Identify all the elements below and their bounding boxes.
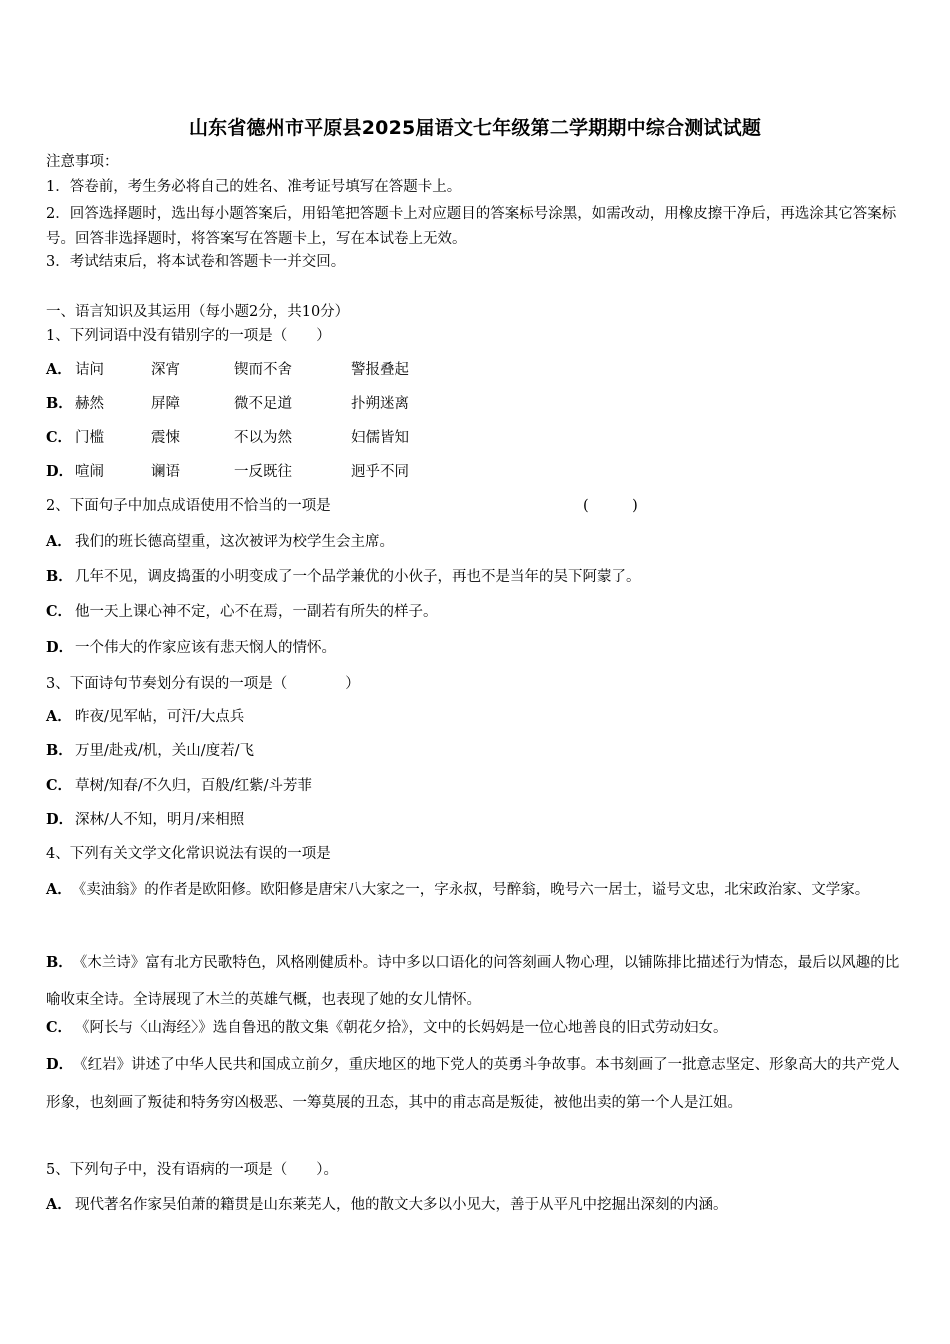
notice-item-1: 1．答卷前，考生务必将自己的姓名、准考证号填写在答题卡上。: [46, 179, 462, 195]
answer-paren: ( ): [583, 498, 638, 514]
option-letter: B．: [46, 568, 73, 585]
option-word: 深宵: [151, 362, 180, 378]
option-text: 一个伟大的作家应该有悲天悯人的情怀。: [75, 640, 336, 656]
question-3-option-d: [46, 810, 244, 830]
option-letter: C．: [46, 603, 73, 620]
question-4-option-d: [46, 1046, 908, 1122]
option-letter: B．: [46, 395, 73, 412]
option-word: 赫然: [75, 396, 104, 412]
question-2-option-a: [46, 532, 394, 552]
option-letter: A．: [46, 1196, 72, 1213]
option-word: 微不足道: [234, 396, 292, 412]
option-word: 诘问: [75, 362, 104, 378]
option-letter: C．: [46, 1019, 73, 1036]
option-text: 深林/人不知，明月/来相照: [75, 812, 245, 828]
question-4-option-a: [46, 872, 908, 908]
notice-item-2: 2．回答选择题时，选出每小题答案后，用铅笔把答题卡上对应题目的答案标号涂黑，如需改动，用橡皮擦干净后，再选涂其它答案标号。回答非选择题时，将答案写在答题卡上，写在本试卷上无效。: [46, 206, 897, 247]
option-word: 扑朔迷离: [351, 396, 409, 412]
option-letter: C．: [46, 429, 73, 446]
option-text: 《卖油翁》的作者是欧阳修。欧阳修是唐宋八大家之一，字永叔，号醉翁，晚号六一居士，谥号文忠，北宋政治家、文学家。: [71, 882, 870, 898]
option-word: 谰语: [151, 464, 180, 480]
option-letter: D．: [46, 1056, 74, 1073]
question-2-stem: 2、下面句子中加点成语使用不恰当的一项是: [46, 498, 331, 514]
question-2-option-c: [46, 602, 438, 622]
option-text: 《木兰诗》富有北方民歌特色，风格刚健质朴。诗中多以口语化的问答刻画人物心理，以铺陈排比描述行为情态，最后以风趣的比喻收束全诗。全诗展现了木兰的英雄气概，也表现了她的女儿情怀。: [46, 955, 900, 1008]
option-word: 震悚: [151, 430, 180, 446]
option-text: 万里/赴戎/机，关山/度若/飞: [75, 743, 255, 759]
question-5-option-a: [46, 1195, 728, 1215]
option-word: 喧闹: [75, 464, 104, 480]
option-letter: B．: [46, 954, 73, 971]
question-3-stem: 3、下面诗句节奏划分有误的一项是（ ）: [46, 676, 360, 692]
option-word: 锲而不舍: [234, 362, 292, 378]
option-letter: D．: [46, 639, 74, 656]
option-text: 几年不见，调皮捣蛋的小明变成了一个品学兼优的小伙子，再也不是当年的吴下阿蒙了。: [75, 569, 641, 585]
question-2-option-d: [46, 638, 336, 658]
option-word: 警报叠起: [351, 362, 409, 378]
notice-item-3: 3．考试结束后，将本试卷和答题卡一并交回。: [46, 254, 346, 270]
option-letter: C．: [46, 777, 73, 794]
section-heading: 一、语言知识及其运用（每小题2分，共10分）: [46, 304, 350, 320]
question-4-option-c: [46, 1018, 728, 1038]
question-3-option-c: [46, 776, 312, 796]
option-letter: D．: [46, 463, 74, 480]
option-text: 草树/知春/不久归，百般/红紫/斗芳菲: [75, 778, 313, 794]
option-letter: B．: [46, 742, 73, 759]
question-3-option-a: [46, 707, 244, 727]
option-letter: A．: [46, 533, 72, 550]
option-word: 一反既往: [234, 464, 292, 480]
option-text: 《阿长与〈山海经〉》选自鲁迅的散文集《朝花夕拾》，文中的长妈妈是一位心地善良的旧式劳动妇女。: [75, 1020, 728, 1036]
page-title: 山东省德州市平原县2025届语文七年级第二学期期中综合测试试题: [188, 117, 762, 139]
question-3-option-b: [46, 741, 254, 761]
option-text: 他一天上课心神不定，心不在焉，一副若有所失的样子。: [75, 604, 438, 620]
option-letter: D．: [46, 811, 74, 828]
option-text: 昨夜/见军帖，可汗/大点兵: [75, 709, 245, 725]
option-text: 现代著名作家吴伯萧的籍贯是山东莱芜人，他的散文大多以小见大，善于从平凡中挖掘出深刻的内涵。: [75, 1197, 728, 1213]
option-word: 迥乎不同: [351, 464, 409, 480]
option-letter: A．: [46, 708, 72, 725]
question-1-stem: 1、下列词语中没有错别字的一项是（ ）: [46, 328, 331, 344]
option-letter: A．: [46, 361, 72, 378]
option-word: 屏障: [151, 396, 180, 412]
option-word: 妇儒皆知: [351, 430, 409, 446]
question-5-stem: 5、下列句子中，没有语病的一项是（ ）。: [46, 1162, 338, 1178]
option-word: 不以为然: [234, 430, 292, 446]
option-text: 《红岩》讲述了中华人民共和国成立前夕，重庆地区的地下党人的英勇斗争故事。本书刻画了一批意志坚定、形象高大的共产党人形象，也刻画了叛徒和特务穷凶极恶、一筹莫展的丑态，其中的甫志高是叛徒，被他出卖的第一个人是江姐。: [46, 1057, 900, 1111]
question-2-option-b: [46, 567, 641, 587]
option-word: 门槛: [75, 430, 104, 446]
notice-heading: 注意事项：: [46, 154, 119, 170]
option-text: 我们的班长德高望重，这次被评为校学生会主席。: [75, 534, 394, 550]
option-letter: A．: [46, 881, 72, 898]
question-4-stem: 4、下列有关文学文化常识说法有误的一项是: [46, 846, 331, 862]
question-4-option-b: [46, 944, 908, 1019]
